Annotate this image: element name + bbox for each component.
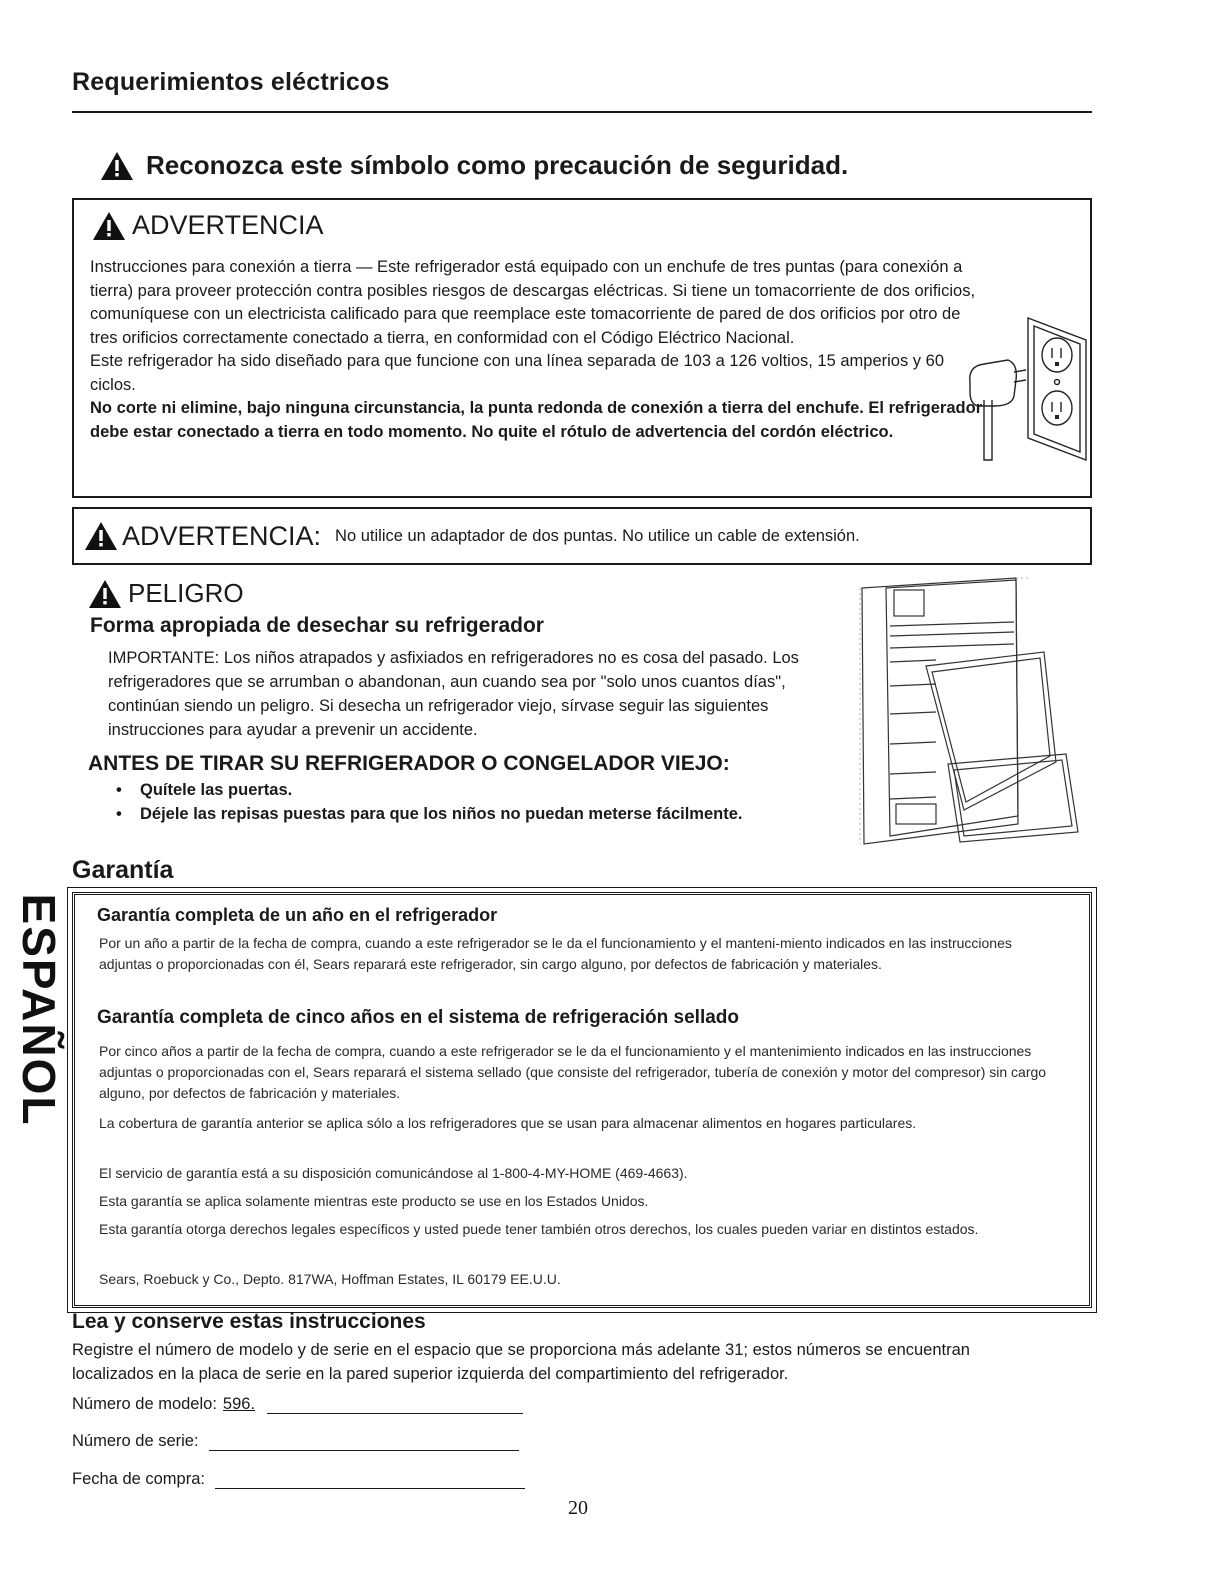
side-tab-label: ESPAÑOL <box>12 893 65 1127</box>
serial-number-line[interactable] <box>209 1432 519 1451</box>
disposal-step: • Déjele las repisas puestas para que los niños no puedan meterse fácilmente. <box>110 802 790 826</box>
service-contact-text: El servicio de garantía está a su disposición comunicándose al 1-800-4-MY-HOME (469-4663). <box>99 1165 688 1181</box>
safety-heading-text: Reconozca este símbolo como precaución de seguridad. <box>146 150 849 180</box>
serial-number-label: Número de serie: <box>72 1432 199 1450</box>
disposal-step: • Quítele las puertas. <box>110 778 790 802</box>
five-year-warranty-heading: Garantía completa de cinco años en el sistema de refrigeración sellado <box>97 1007 740 1028</box>
disposal-text: IMPORTANTE: Los niños atrapados y asfixiados en refrigeradores no es cosa del pasado. Los refrigeradores que se arrumban o abandonan, aun cuando sea por "solo unos cuantos días", continúan siendo un peligro. Si desecha un refrigerador viejo, sírvase seguir las siguientes instrucciones para ayudar a prevenir un accidente. <box>108 649 799 739</box>
safety-heading <box>100 150 848 181</box>
purchase-date-label: Fecha de compra: <box>72 1470 205 1488</box>
grounding-prong-warning: No corte ni elimine, bajo ninguna circunstancia, la punta redonda de conexión a tierra del enchufe. El refrigerador debe estar conectado a tierra en todo momento. No quite el rótulo de advertencia del cordón eléctrico. <box>90 399 983 441</box>
model-number-field[interactable] <box>72 1395 523 1414</box>
records-text: Registre el número de modelo y de serie en el espacio que se proporciona más adelante 31; estos números se encuentran localizados en la placa de serie en la pared superior izquierda del compartimiento del refrigerador. <box>72 1341 970 1383</box>
warning-triangle-icon <box>100 151 134 181</box>
page-title: Requerimientos eléctricos <box>72 68 390 96</box>
one-year-warranty-text: Por un año a partir de la fecha de compra, cuando a este refrigerador se le da el funcionamiento y el manteni-miento indicados en las instrucciones adjuntas o proporcionadas con él, Sears reparará este refrigerador, sin cargo alguno, por defectos de fabricación y materiales. <box>99 935 1012 972</box>
warning-label: ADVERTENCIA <box>132 210 324 240</box>
warning-triangle-icon <box>88 579 122 609</box>
purchase-date-field[interactable] <box>72 1470 525 1489</box>
warning-heading <box>92 210 324 241</box>
purchase-date-line[interactable] <box>215 1470 525 1489</box>
model-number-label: Número de modelo: <box>72 1395 217 1413</box>
warning-triangle-icon <box>84 521 118 551</box>
grounding-instructions: Instrucciones para conexión a tierra — Este refrigerador está equipado con un enchufe de tres puntas (para conexión a tierra) para proveer protección contra posibles riesgos de descargas eléctricas. Si tiene un tomacorriente de dos orificios, comuníquese con un electricista calificado para que reemplace este tomacorriente de pared de dos orificios por otro de tres orificios correctamente conectado a tierra, en conformidad con el Código Eléctrico Nacional. <box>90 258 976 347</box>
danger-label: PELIGRO <box>128 578 244 608</box>
sears-address: Sears, Roebuck y Co., Depto. 817WA, Hoffman Estates, IL 60179 EE.U.U. <box>99 1271 561 1287</box>
us-only-text: Esta garantía se aplica solamente mientras este producto se use en los Estados Unidos. <box>99 1193 649 1209</box>
warranty-title: Garantía <box>72 856 174 884</box>
legal-rights-text: Esta garantía otorga derechos legales específicos y usted puede tener también otros derechos, los cuales pueden variar en distintos estados. <box>99 1221 979 1237</box>
title-divider <box>72 111 1092 113</box>
model-number-line[interactable] <box>267 1395 523 1414</box>
before-disposal-title: ANTES DE TIRAR SU REFRIGERADOR O CONGELADOR VIEJO: <box>88 752 730 775</box>
disposal-subtitle: Forma apropiada de desechar su refrigerador <box>90 614 544 637</box>
voltage-requirements: Este refrigerador ha sido diseñado para que funcione con una línea separada de 103 a 126 voltios, 15 amperios y 60 ciclos. <box>90 352 944 394</box>
side-tab-espanol <box>2 880 68 1140</box>
warning-triangle-icon <box>92 211 126 241</box>
warning-label: ADVERTENCIA: <box>122 520 322 551</box>
disposal-steps <box>110 778 790 826</box>
refrigerator-doors-removed-illustration <box>856 574 1086 854</box>
page-number: 20 <box>568 1497 588 1519</box>
serial-number-field[interactable] <box>72 1432 519 1451</box>
warranty-box <box>72 892 1092 1308</box>
model-number-value: 596. <box>222 1395 256 1413</box>
danger-heading <box>88 578 244 609</box>
grounding-warning-box <box>72 198 1092 498</box>
extension-cord-warning-text: No utilice un adaptador de dos puntas. No utilice un cable de extensión. <box>335 526 860 545</box>
extension-cord-warning-box <box>72 507 1092 565</box>
coverage-text: La cobertura de garantía anterior se aplica sólo a los refrigeradores que se usan para almacenar alimentos en hogares particulares. <box>99 1115 917 1131</box>
warning-body <box>90 256 990 444</box>
five-year-warranty-text: Por cinco años a partir de la fecha de compra, cuando a este refrigerador se le da el funcionamiento y el mantenimiento indicados en las instrucciones adjuntas o proporcionadas con el, Sears reparará el sistema sellado (que consiste del refrigerador, tubería de conexión y motor del compresor) sin cargo alguno, por defectos de fabricación y materiales. <box>99 1043 1047 1101</box>
grounded-outlet-illustration <box>964 310 1088 470</box>
one-year-warranty-heading: Garantía completa de un año en el refrigerador <box>97 905 498 925</box>
records-title: Lea y conserve estas instrucciones <box>72 1310 426 1333</box>
